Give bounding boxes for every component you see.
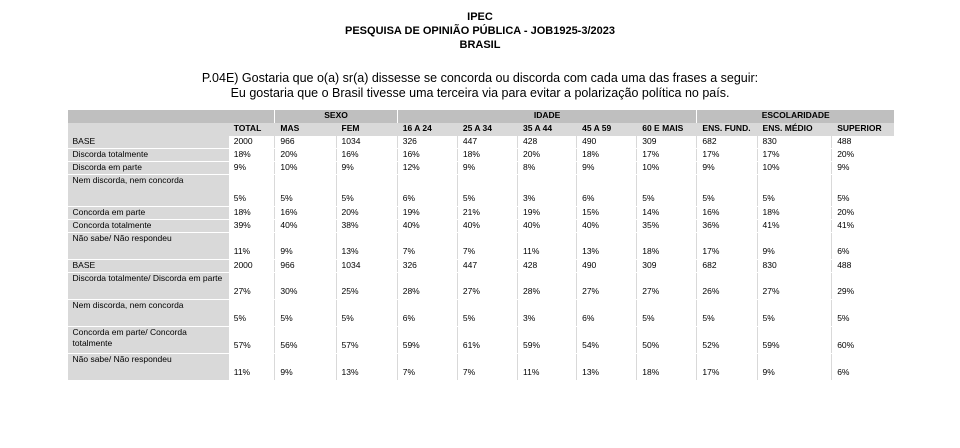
table-cell: 7%	[457, 233, 517, 260]
table-cell: 5%	[275, 300, 336, 327]
table-cell: 9%	[757, 233, 832, 260]
table-cell: 326	[397, 136, 457, 149]
table-cell: 5%	[832, 175, 894, 207]
table-cell: 3%	[518, 175, 577, 207]
table-row	[68, 327, 895, 354]
row-label: Concorda em parte	[68, 207, 229, 220]
table-cell: 11%	[518, 354, 577, 381]
table-cell: 12%	[397, 162, 457, 175]
row-label: Não sabe/ Não respondeu	[68, 233, 229, 260]
table-cell: 18%	[228, 207, 275, 220]
table-cell: 18%	[757, 207, 832, 220]
question-text: P.04E) Gostaria que o(a) sr(a) dissesse se concorda ou discorda com cada uma das frases a seguir:	[201, 71, 759, 85]
table-cell: 17%	[697, 354, 757, 381]
row-label: BASE	[68, 260, 229, 273]
table-cell: 309	[637, 136, 697, 149]
table-cell: 326	[397, 260, 457, 273]
table-cell: 27%	[757, 273, 832, 300]
table-cell: 9%	[228, 162, 275, 175]
table-cell: 830	[757, 136, 832, 149]
group-idade: IDADE	[397, 110, 697, 123]
table-cell: 18%	[577, 149, 637, 162]
column-header: 16 A 24	[397, 123, 457, 136]
table-cell: 2000	[228, 136, 275, 149]
table-cell: 27%	[228, 273, 275, 300]
table-cell: 11%	[228, 354, 275, 381]
table-cell: 6%	[832, 354, 894, 381]
table-cell: 28%	[397, 273, 457, 300]
table-cell: 30%	[275, 273, 336, 300]
column-header: 45 A 59	[577, 123, 637, 136]
table-row	[68, 354, 895, 381]
group-sexo: SEXO	[275, 110, 397, 123]
table-cell: 18%	[228, 149, 275, 162]
table-cell: 40%	[457, 220, 517, 233]
table-body	[68, 136, 895, 381]
table-cell: 1034	[336, 136, 397, 149]
table-cell: 19%	[518, 207, 577, 220]
table-cell: 60%	[832, 327, 894, 354]
table-cell: 40%	[275, 220, 336, 233]
column-header: SUPERIOR	[832, 123, 894, 136]
table-cell: 28%	[518, 273, 577, 300]
table-row	[68, 220, 895, 233]
table-cell: 9%	[577, 162, 637, 175]
table-cell: 7%	[397, 354, 457, 381]
results-table	[67, 110, 894, 381]
table-cell: 5%	[637, 300, 697, 327]
table-cell: 36%	[697, 220, 757, 233]
table-cell: 9%	[275, 233, 336, 260]
table-cell: 682	[697, 136, 757, 149]
table-cell: 35%	[637, 220, 697, 233]
table-row	[68, 175, 895, 207]
row-label: Discorda em parte	[68, 162, 229, 175]
table-cell: 6%	[577, 175, 637, 207]
table-cell: 9%	[832, 162, 894, 175]
table-cell: 309	[637, 260, 697, 273]
table-cell: 966	[275, 136, 336, 149]
table-cell: 428	[518, 260, 577, 273]
table-cell: 9%	[697, 162, 757, 175]
table-cell: 52%	[697, 327, 757, 354]
row-label: BASE	[68, 136, 229, 149]
table-cell: 20%	[518, 149, 577, 162]
table-cell: 488	[832, 136, 894, 149]
table-row	[68, 162, 895, 175]
row-label: Não sabe/ Não respondeu	[68, 354, 229, 381]
table-cell: 7%	[457, 354, 517, 381]
table-cell: 19%	[397, 207, 457, 220]
table-cell: 428	[518, 136, 577, 149]
table-cell: 5%	[757, 175, 832, 207]
table-cell: 13%	[577, 354, 637, 381]
table-cell: 447	[457, 260, 517, 273]
table-cell: 447	[457, 136, 517, 149]
group-escolaridade: ESCOLARIDADE	[697, 110, 894, 123]
row-label: Discorda totalmente/ Discorda em parte	[68, 273, 229, 300]
table-cell: 9%	[457, 162, 517, 175]
table-cell: 9%	[336, 162, 397, 175]
table-cell: 40%	[577, 220, 637, 233]
statement-text: Eu gostaria que o Brasil tivesse uma terceira via para evitar a polarização política no país.	[230, 86, 730, 100]
table-cell: 16%	[397, 149, 457, 162]
table-cell: 56%	[275, 327, 336, 354]
table-cell: 20%	[832, 207, 894, 220]
table-cell: 18%	[637, 233, 697, 260]
table-row	[68, 233, 895, 260]
column-header: 25 A 34	[457, 123, 517, 136]
row-label: Nem discorda, nem concorda	[68, 300, 229, 327]
table-cell: 5%	[697, 175, 757, 207]
table-cell: 5%	[637, 175, 697, 207]
table-cell: 830	[757, 260, 832, 273]
table-cell: 41%	[757, 220, 832, 233]
column-header: 35 A 44	[518, 123, 577, 136]
table-cell: 5%	[697, 300, 757, 327]
table-cell: 59%	[397, 327, 457, 354]
column-header: FEM	[336, 123, 397, 136]
table-cell: 26%	[697, 273, 757, 300]
table-cell: 10%	[637, 162, 697, 175]
table-row	[68, 149, 895, 162]
table-cell: 682	[697, 260, 757, 273]
table-cell: 6%	[397, 300, 457, 327]
table-cell: 13%	[577, 233, 637, 260]
table-row	[68, 207, 895, 220]
table-cell: 27%	[577, 273, 637, 300]
table-cell: 490	[577, 260, 637, 273]
table-cell: 5%	[457, 175, 517, 207]
table-cell: 21%	[457, 207, 517, 220]
table-cell: 5%	[336, 175, 397, 207]
table-cell: 10%	[757, 162, 832, 175]
table-cell: 40%	[397, 220, 457, 233]
row-label-header	[68, 123, 229, 136]
table-cell: 14%	[637, 207, 697, 220]
table-cell: 13%	[336, 233, 397, 260]
table-cell: 39%	[228, 220, 275, 233]
row-label: Concorda totalmente	[68, 220, 229, 233]
region-title: BRASIL	[459, 39, 501, 51]
table-cell: 27%	[457, 273, 517, 300]
column-header: 60 E MAIS	[637, 123, 697, 136]
table-cell: 2000	[228, 260, 275, 273]
table-cell: 17%	[697, 233, 757, 260]
column-header: MAS	[275, 123, 336, 136]
table-cell: 5%	[228, 300, 275, 327]
column-header: ENS. FUND.	[697, 123, 757, 136]
table-cell: 41%	[832, 220, 894, 233]
institute-title: IPEC	[467, 11, 493, 23]
table-cell: 5%	[832, 300, 894, 327]
group-header-row	[68, 110, 895, 123]
group-blank	[68, 110, 275, 123]
table-cell: 11%	[228, 233, 275, 260]
table-cell: 20%	[832, 149, 894, 162]
table-cell: 61%	[457, 327, 517, 354]
table-cell: 1034	[336, 260, 397, 273]
row-label: Concorda em parte/ Concorda totalmente	[68, 327, 229, 354]
table-cell: 9%	[275, 354, 336, 381]
column-header-row	[68, 123, 895, 136]
column-header: TOTAL	[228, 123, 275, 136]
table-cell: 5%	[228, 175, 275, 207]
table-row	[68, 260, 895, 273]
table-cell: 59%	[518, 327, 577, 354]
table-cell: 59%	[757, 327, 832, 354]
table-cell: 50%	[637, 327, 697, 354]
table-row	[68, 136, 895, 149]
table-cell: 20%	[275, 149, 336, 162]
table-cell: 16%	[697, 207, 757, 220]
table-cell: 6%	[577, 300, 637, 327]
table-row	[68, 273, 895, 300]
table-cell: 3%	[518, 300, 577, 327]
table-cell: 17%	[697, 149, 757, 162]
table-cell: 490	[577, 136, 637, 149]
table-cell: 29%	[832, 273, 894, 300]
table-cell: 5%	[757, 300, 832, 327]
table-cell: 16%	[336, 149, 397, 162]
table-cell: 20%	[336, 207, 397, 220]
table-cell: 27%	[637, 273, 697, 300]
survey-title: PESQUISA DE OPINIÃO PÚBLICA - JOB1925-3/2023	[345, 25, 615, 37]
table-cell: 11%	[518, 233, 577, 260]
table-cell: 57%	[228, 327, 275, 354]
table-cell: 7%	[397, 233, 457, 260]
column-header: ENS. MÉDIO	[757, 123, 832, 136]
table-cell: 5%	[336, 300, 397, 327]
table-cell: 5%	[457, 300, 517, 327]
table-cell: 18%	[637, 354, 697, 381]
table-cell: 17%	[637, 149, 697, 162]
table-cell: 9%	[757, 354, 832, 381]
table-cell: 17%	[757, 149, 832, 162]
table-cell: 57%	[336, 327, 397, 354]
table-cell: 25%	[336, 273, 397, 300]
table-cell: 38%	[336, 220, 397, 233]
table-cell: 40%	[518, 220, 577, 233]
table-cell: 6%	[832, 233, 894, 260]
table-cell: 488	[832, 260, 894, 273]
table-cell: 10%	[275, 162, 336, 175]
table-cell: 15%	[577, 207, 637, 220]
table-cell: 5%	[275, 175, 336, 207]
table-cell: 54%	[577, 327, 637, 354]
table-cell: 8%	[518, 162, 577, 175]
table-cell: 13%	[336, 354, 397, 381]
row-label: Nem discorda, nem concorda	[68, 175, 229, 207]
table-cell: 18%	[457, 149, 517, 162]
table-row	[68, 300, 895, 327]
row-label: Discorda totalmente	[68, 149, 229, 162]
table-cell: 16%	[275, 207, 336, 220]
table-cell: 966	[275, 260, 336, 273]
table-cell: 6%	[397, 175, 457, 207]
